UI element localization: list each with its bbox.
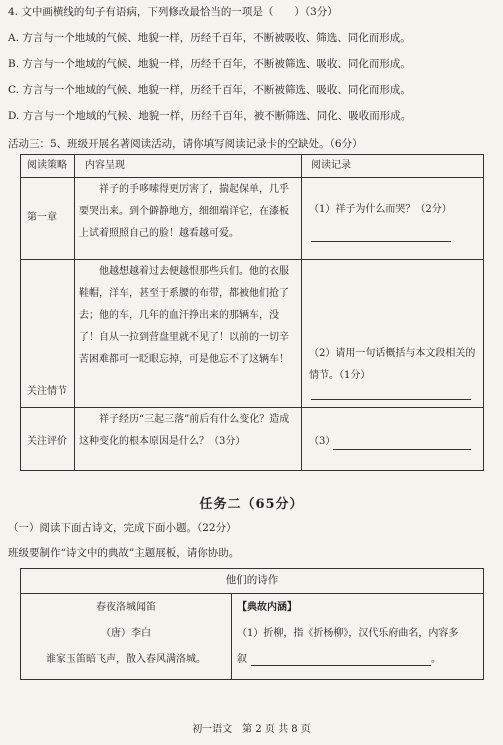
allusion-heading: 【典故内涵】 (237, 602, 297, 613)
option-d: D. 方言与一个地域的气候、地貌一样，历经千百年，被不断筛选、同化、吸收而形成。 (8, 110, 412, 122)
row-divider (21, 259, 483, 260)
task-2-intro: 班级要制作“诗文中的典故”主题展板，请你协助。 (8, 547, 240, 559)
answer-line-1[interactable] (311, 241, 451, 242)
task-2-title: 任务二（65分） (199, 497, 304, 512)
option-a: A. 方言与一个地域的气候、地貌一样，历经千百年，不断被吸收、筛选、同化而形成。 (8, 32, 411, 44)
page-footer: 初一语文 第 2 页 共 8 页 (192, 724, 311, 735)
row-divider (21, 177, 483, 178)
header-record: 阅读记录 (311, 160, 351, 171)
allusion-text-end: 。 (431, 654, 441, 665)
row1-record: （1）祥子为什么而哭？（2分） (309, 204, 452, 215)
col-divider (74, 155, 75, 470)
row2-content: 他越想越着过去便越恨那些兵们。他的衣服鞋帽，洋车，甚至于系腰的布带，都被他们抢了去；他的车，几年的血汗挣出来的那辆车，没了！自从一拉到营盘里就不见了！以前的一切辛苦困难都可一眨眼忘掉，可是他忘不了这辆车！ (79, 266, 289, 365)
row3-record: （3） (309, 436, 336, 447)
poem-table (20, 568, 484, 680)
row1-strategy: 第一章 (27, 212, 57, 223)
reading-record-table (20, 154, 484, 471)
poem-table-header: 他们的诗作 (225, 574, 279, 586)
question-4-stem: 4. 文中画横线的句子有语病，下列修改最恰当的一项是（ ）（3分） (8, 6, 338, 18)
poem-line: 谁家玉笛暗飞声，散入春风满洛城。 (46, 654, 206, 665)
option-b: B. 方言与一个地域的气候、地貌一样，历经千百年，不断被筛选、吸收、同化而形成。 (8, 58, 411, 70)
allusion-text-start: 叙 (237, 654, 247, 665)
poem-author: （唐）李白 (101, 628, 151, 639)
row-divider (21, 593, 483, 594)
row3-content: 祥子经历“三起三落”前后有什么变化？造成这种变化的根本原因是什么？（3分） (79, 414, 290, 447)
col-divider (301, 155, 302, 470)
row3-strategy: 关注评价 (27, 436, 67, 447)
poem-title: 春夜洛城闻笛 (96, 602, 156, 613)
task-2-section-1: （一）阅读下面古诗文，完成下面小题。（22分） (8, 522, 237, 534)
row2-strategy: 关注情节 (27, 386, 67, 397)
row1-content: 祥子的手哆嗦得更厉害了，揣起保单，几乎要哭出来。到个僻静地方，细细端详它，在漆板上试着照照自己的脸！越看越可爱。 (79, 184, 289, 239)
answer-line-2[interactable] (311, 399, 471, 400)
col-divider (231, 593, 232, 679)
row-divider (21, 407, 483, 408)
answer-line-3[interactable] (333, 449, 471, 450)
option-c: C. 方言与一个地域的气候、地貌一样，历经千百年，不断被筛选、吸收、同化而形成。 (8, 84, 411, 96)
row2-record: （2）请用一句话概括与本文段相关的情节。（1分） (309, 348, 476, 381)
activity-3-prompt: 活动三：5、班级开展名著阅读活动，请你填写阅读记录卡的空缺处。（6分） (8, 138, 363, 150)
header-strategy: 阅读策略 (27, 160, 67, 171)
allusion-text: （1）折柳，指《折杨柳》，汉代乐府曲名，内容多 (237, 628, 459, 639)
header-content: 内容呈现 (85, 160, 125, 171)
allusion-answer-line[interactable] (251, 665, 431, 666)
